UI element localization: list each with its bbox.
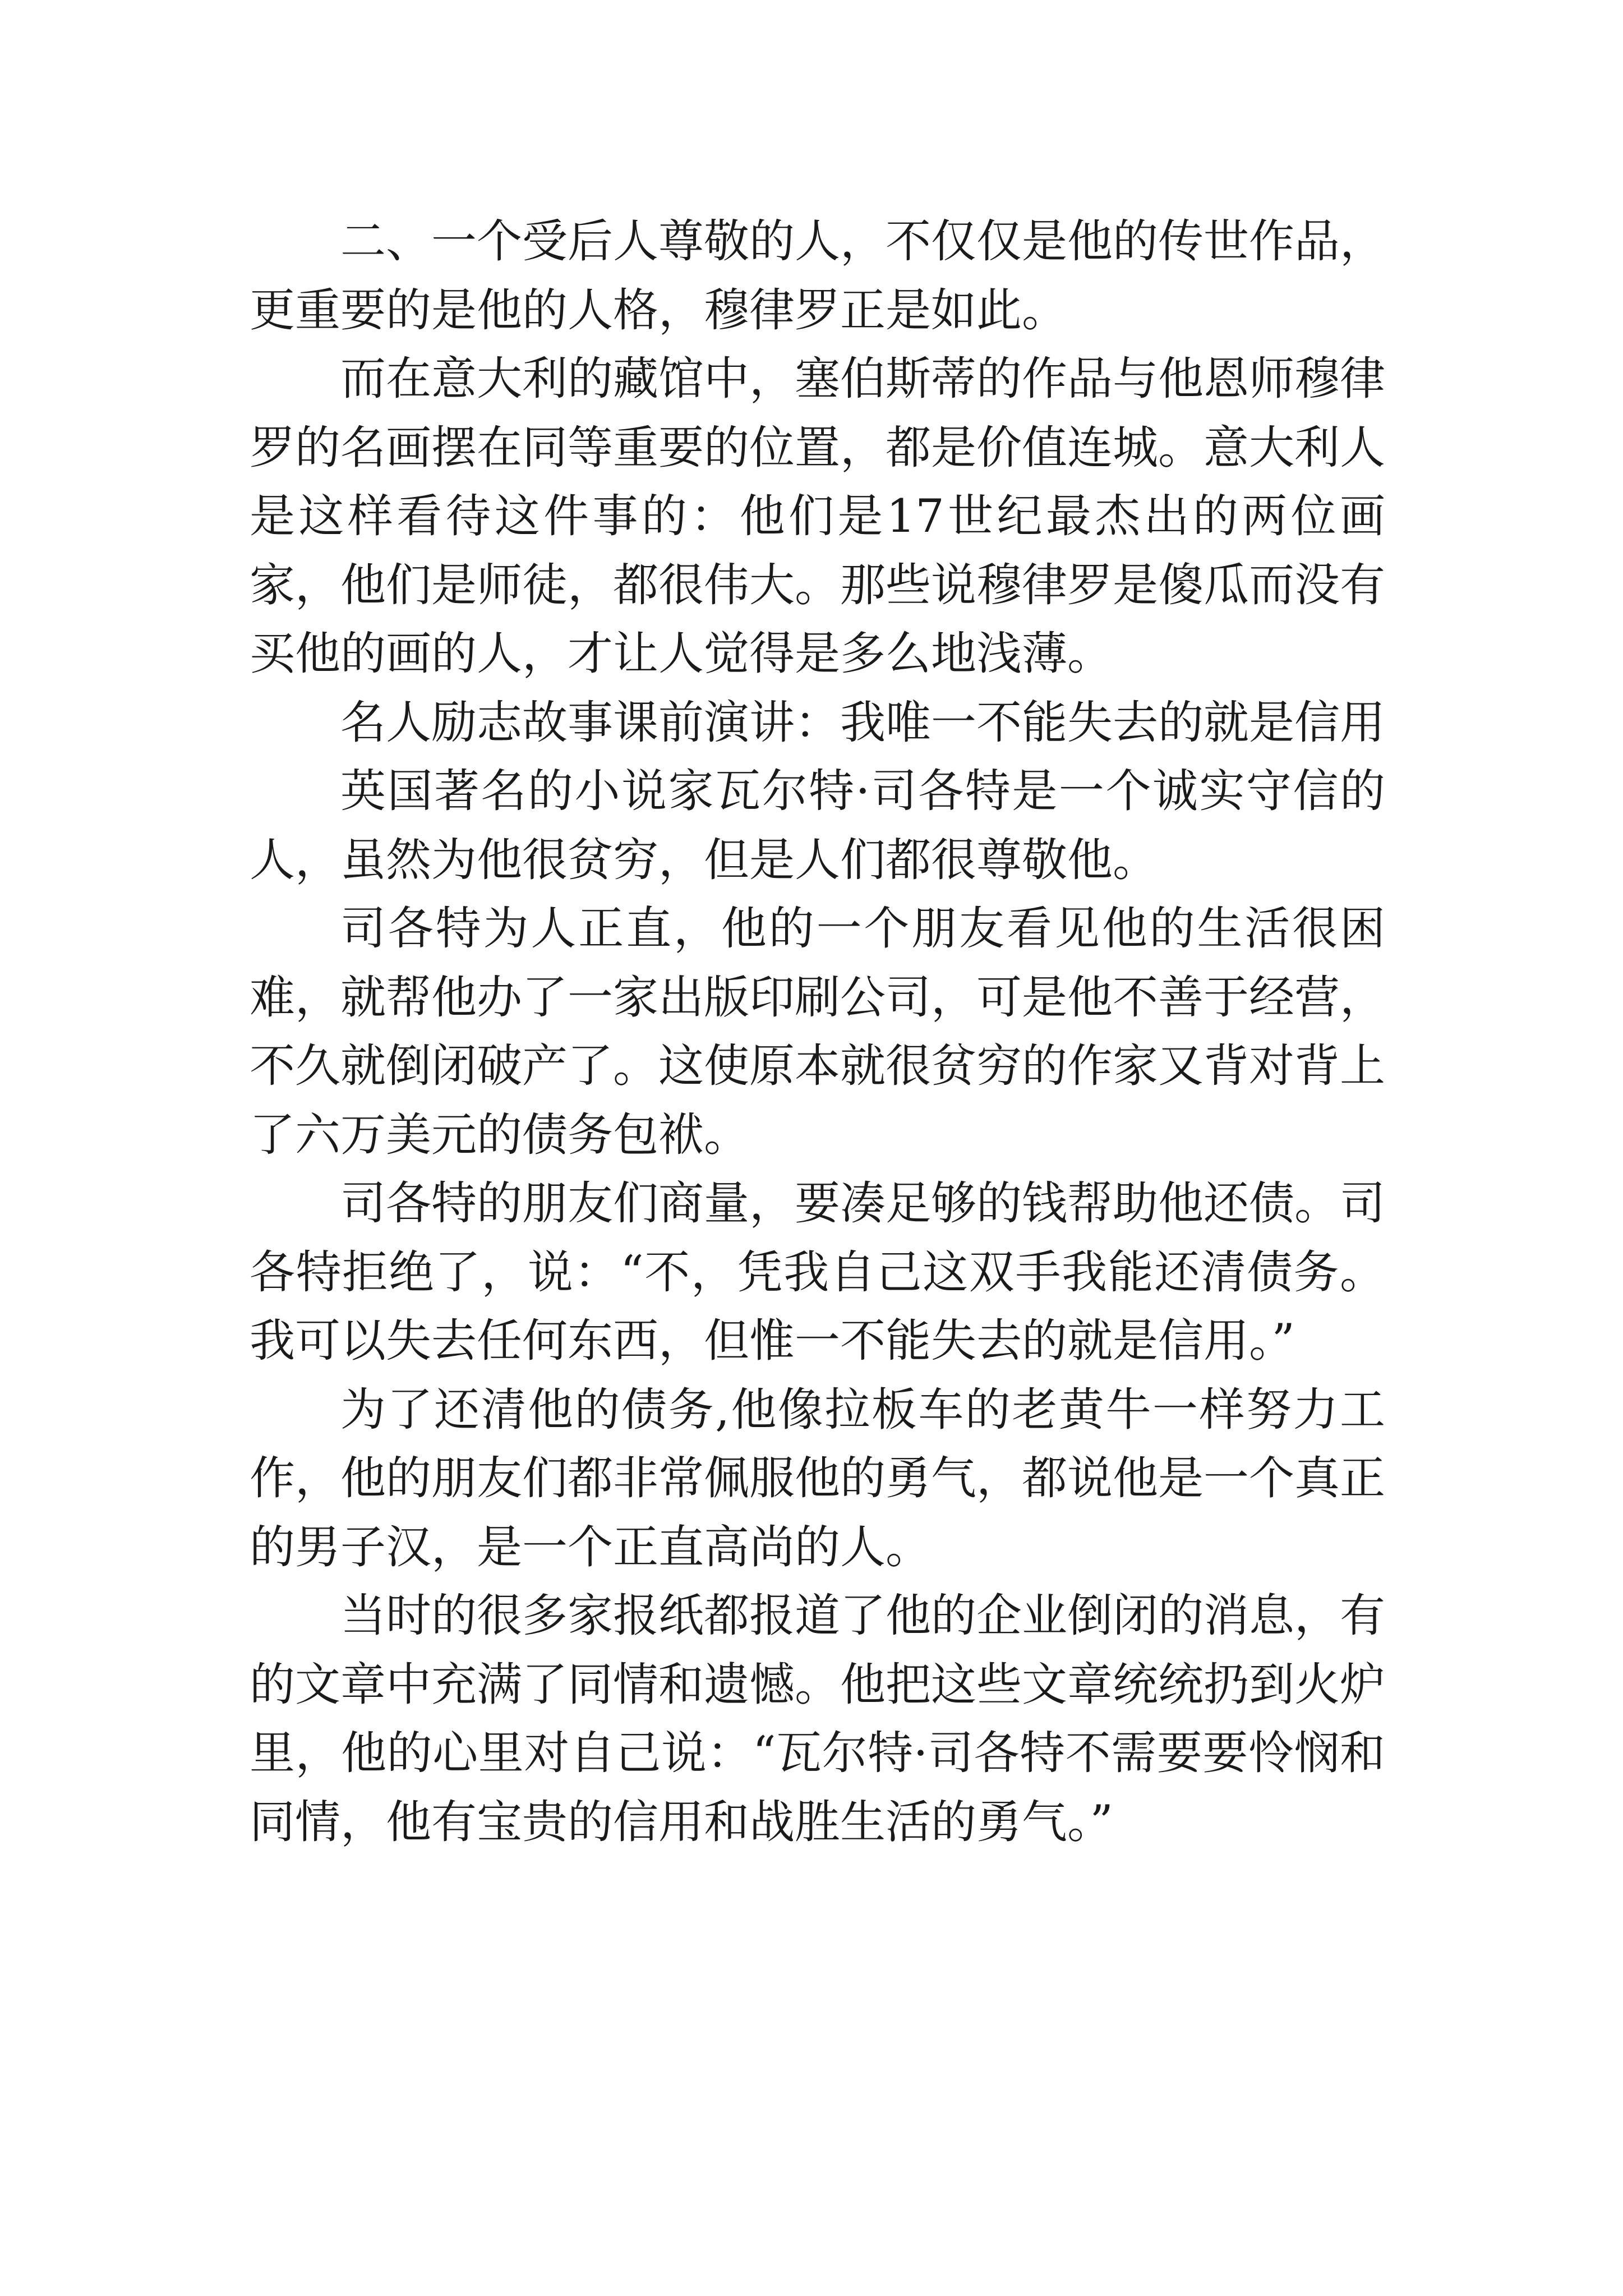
document-body bbox=[250, 208, 1385, 1857]
paragraph-newspapers: 当时的很多家报纸都报道了他的企业倒闭的消息，有的文章中充满了同情和遗憾。他把这些文章统统扔到火炉里，他的心里对自己说：“瓦尔特·司各特不需要要怜悯和同情，他有宝贵的信用和战胜生活的勇气。” bbox=[250, 1590, 1386, 1849]
paragraph-italian-museum: 而在意大利的藏馆中，塞伯斯蒂的作品与他恩师穆律罗的名画摆在同等重要的位置，都是价值连城。意大利人是这样看待这件事的：他们是17世纪最杰出的两位画家，他们是师徒，都很伟大。那些说穆律罗是傻瓜而没有买他的画的人，才让人觉得是多么地浅薄。 bbox=[250, 353, 1386, 680]
paragraph-bankruptcy: 司各特为人正直，他的一个朋友看见他的生活很困难，就帮他办了一家出版印刷公司，可是他不善于经营，不久就倒闭破产了。这使原本就很贫穷的作家又背对背上了六万美元的债务包袱。 bbox=[250, 903, 1386, 1162]
paragraph-respect-character: 二、一个受后人尊敬的人，不仅仅是他的传世作品，更重要的是他的人格，穆律罗正是如此。 bbox=[250, 215, 1386, 337]
paragraph-refuses-help: 司各特的朋友们商量，要凑足够的钱帮助他还债。司各特拒绝了，说：“不，凭我自己这双手我能还清债务。我可以失去任何东西，但惟一不能失去的就是信用。” bbox=[250, 1177, 1386, 1368]
paragraph-works-hard: 为了还清他的债务,他像拉板车的老黄牛一样努力工作，他的朋友们都非常佩服他的勇气，都说他是一个真正的男子汉，是一个正直高尚的人。 bbox=[250, 1383, 1386, 1574]
paragraph-scott-intro: 英国著名的小说家瓦尔特·司各特是一个诚实守信的人，虽然为他很贫穷，但是人们都很尊敬他。 bbox=[250, 765, 1385, 887]
paragraph-story-title: 名人励志故事课前演讲：我唯一不能失去的就是信用 bbox=[340, 696, 1386, 749]
